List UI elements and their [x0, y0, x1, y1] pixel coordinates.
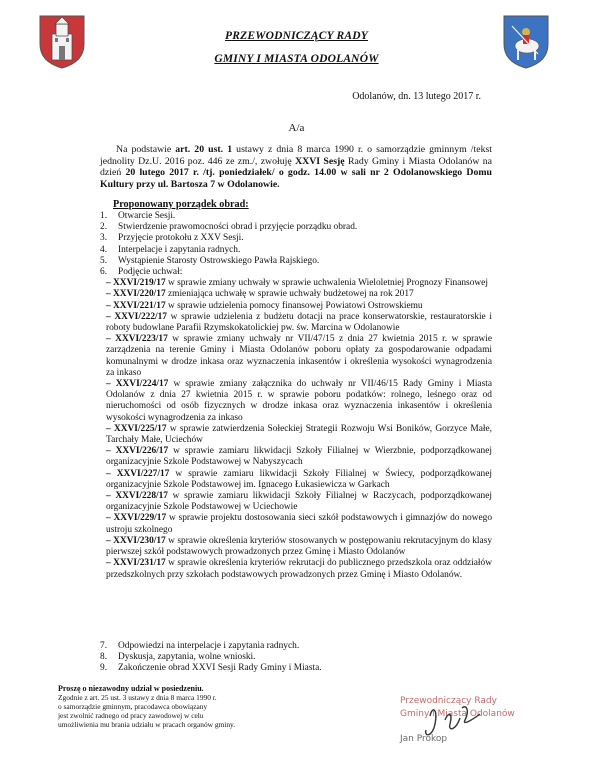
header-subtitle: GMINY I MIASTA ODOLANÓW — [214, 53, 379, 65]
resolution-item — [106, 424, 492, 446]
agenda-item-text: Przyjęcie protokołu z XXV Sesji. — [118, 233, 244, 244]
intro-text: Rady Gminy i Miasta Odolanów na dzień — [100, 155, 492, 179]
agenda-item — [100, 222, 492, 233]
attendance-note-line: jest zwolnić radnego od pracy zawodowej w celu — [58, 711, 204, 720]
resolution-dash: – — [106, 289, 114, 300]
resolution-dash: – — [106, 468, 117, 479]
stamp-name: Jan Prokop — [400, 734, 448, 744]
resolution-item — [106, 289, 492, 300]
document-date: Odolanów, dn. 13 lutego 2017 r. — [352, 91, 481, 102]
attendance-note-line: umożliwienia mu brania udziału w pracach organów gminy. — [58, 720, 236, 729]
resolution-number: XXVI/227/17 — [116, 468, 170, 479]
handwritten-signature — [390, 690, 540, 752]
agenda-item-number: 3. — [100, 233, 108, 244]
resolution-text: w sprawie zatwierdzenia Sołeckiej Strategii Rozwoju Wsi Boników, Gorzyce Małe, Tarchały Małe, Uciechów — [106, 423, 492, 446]
resolution-number: XXVI/223/17 — [115, 334, 168, 345]
resolution-item — [106, 312, 492, 334]
agenda-item — [100, 652, 492, 663]
resolution-number: XXVI/226/17 — [115, 446, 169, 457]
agenda-item-number: 9. — [100, 663, 108, 674]
agenda-item-text: Interpelacje i zapytania radnych. — [118, 244, 241, 255]
intro-text: ustawy z dnia 8 marca 1990 r. o samorządzie gminnym /tekst jednolity Dz.U. 2016 poz. 446 ze zm./, zwołuję — [100, 144, 493, 167]
agenda-item-text: Odpowiedzi na interpelacje i zapytania radnych. — [118, 641, 300, 651]
resolution-number: XXVI/231/17 — [113, 558, 166, 569]
header-title: PRZEWODNICZĄCY RADY — [225, 30, 368, 42]
stamp-line: Przewodniczący Rady — [400, 696, 497, 706]
resolution-dash: – — [106, 558, 114, 569]
intro-session-date-place: 20 lutego 2017 r. /tj. poniedziałek/ o godz. 14.00 w sali nr 2 Odolanowskiego Domu Kultury przy ul. Bartosza 7 w Odolanowie. — [100, 167, 492, 190]
resolution-text: w sprawie zamiaru likwidacji Szkoły Filialnej w Wierzbnie, podporządkowanej organizacyjnie Szkole Podstawowej w Nabyszycach — [106, 446, 492, 468]
agenda-item — [100, 267, 492, 278]
agenda-tail-list — [100, 641, 492, 675]
agenda-item-text: Zakończenie obrad XXVI Sesji Rady Gminy i Miasta. — [118, 663, 322, 674]
agenda-item-text: Dyskusja, zapytania, wolne wnioski. — [118, 652, 256, 663]
agenda-item — [100, 245, 492, 256]
resolution-text: w sprawie zamiaru likwidacji Szkoły Filialnej w Raczycach, podporządkowanej organizacyjnie Szkole Podstawowej w Uciechowie — [106, 491, 493, 513]
resolution-dash: – — [106, 491, 116, 502]
agenda-item-text: Podjęcie uchwał: — [118, 267, 183, 278]
resolution-number: XXVI/230/17 — [113, 535, 166, 546]
agenda-item-number: 1. — [100, 211, 108, 221]
resolution-dash: – — [106, 423, 114, 434]
resolution-dash: – — [106, 513, 114, 524]
resolution-text: w sprawie projektu dostosowania sieci szkół podstawowych i gimnazjów do nowego ustroju szkolnego — [106, 513, 493, 535]
resolution-number: XXVI/224/17 — [115, 379, 169, 390]
agenda-item-number: 7. — [100, 641, 108, 651]
attendance-note-line: Zgodnie z art. 25 ust. 3 ustawy z dnia 8 marca 1990 r. — [58, 693, 217, 702]
resolution-text: w sprawie zmiany uchwały nr VII/47/15 z dnia 27 kwietnia 2015 r. w sprawie zarządzenia na terenie Gminy i Miasta Odolanów poboru opłaty za gospodarowanie odpadami komunalnymi w drodze inkasa oraz wyznaczenia inkasentów i określenia wysokości wynagrodzenia za inkaso — [106, 334, 492, 378]
intro-session-number: XXVI Sesję — [295, 155, 345, 167]
agenda-title: Proponowany porządek obrad: — [113, 199, 249, 210]
resolution-number: XXVI/229/17 — [113, 513, 167, 524]
agenda-item-text: Wystąpienie Starosty Ostrowskiego Pawła Rajskiego. — [118, 255, 320, 266]
agenda-item-number: 8. — [100, 652, 108, 663]
resolution-text: w sprawie udzielenia pomocy finansowej Powiatowi Ostrowskiemu — [165, 300, 423, 311]
resolution-dash: – — [106, 379, 116, 390]
agenda-item — [100, 663, 492, 674]
resolution-number: XXVI/225/17 — [113, 423, 167, 434]
resolution-text: zmieniająca uchwałę w sprawie uchwały budżetowej na rok 2017 — [165, 289, 414, 300]
resolution-item — [106, 446, 492, 468]
resolution-item — [106, 536, 492, 558]
convocation-paragraph — [100, 144, 492, 190]
agenda-item — [100, 211, 492, 222]
agenda-list — [100, 211, 492, 581]
resolution-number: XXVI/228/17 — [115, 491, 168, 502]
agenda-item-text: Stwierdzenie prawomocności obrad i przyjęcie porządku obrad. — [118, 222, 358, 233]
resolution-item — [106, 278, 492, 289]
agenda-item — [100, 256, 492, 267]
resolution-dash: – — [106, 535, 114, 546]
attendance-note-line: o samorządzie gminnym, pracodawca obowiązany — [58, 702, 208, 711]
resolution-text: w sprawie określenia kryteriów rekrutacji do publicznego przedszkola oraz oddziałów przedszkolnych przy szkołach podstawowych prowadzonych przez Gminę i Miasto Odolanów. — [106, 558, 492, 580]
resolution-item — [106, 334, 492, 379]
intro-legal-basis: art. 20 ust. 1 — [175, 144, 233, 155]
resolution-text: w sprawie zamiaru likwidacji Szkoły Filialnej w Świecy, podporządkowanej organizacyjnie Szkole Podstawowej im. Ignacego Łukasiewicza w Garkach — [106, 468, 493, 490]
stamp-line: Gminy i Miasta Odolanów — [400, 709, 515, 719]
resolution-number: XXVI/219/17 — [113, 278, 166, 289]
resolution-text: w sprawie zmiany załącznika do uchwały nr VII/46/15 Rady Gminy i Miasta Odolanów z dnia 27 kwietnia 2015 r. w sprawie poboru podatków: rolnego, leśnego oraz od nieruchomości od osób fizycznych w drodze inkasa oraz wyznaczenia inkasentów i określenia wysokości wynagrodzenia za inkaso — [106, 379, 492, 423]
document-mark: A/a — [288, 122, 305, 134]
agenda-item — [100, 641, 492, 652]
agenda-item-number: 4. — [100, 244, 108, 255]
resolution-number: XXVI/220/17 — [113, 289, 166, 300]
intro-text: Na podstawie — [116, 144, 176, 155]
resolution-item — [106, 469, 492, 491]
resolution-item — [106, 491, 492, 513]
resolution-dash: – — [106, 446, 116, 457]
agenda-item — [100, 233, 492, 244]
resolution-text: w sprawie udzielenia z budżetu dotacji na prace konserwatorskie, restauratorskie i roboty budowlane Parafii Rzymskokatolickiej pw. św. Marcina w Odolanowie — [106, 311, 492, 334]
attendance-note — [58, 684, 298, 729]
resolution-item — [106, 513, 492, 535]
resolution-item — [106, 558, 492, 580]
agenda-item-number: 2. — [100, 222, 108, 233]
agenda-item-text: Otwarcie Sesji. — [118, 211, 176, 221]
resolution-dash: – — [106, 300, 114, 311]
resolution-dash: – — [106, 278, 114, 289]
resolution-dash: – — [106, 311, 115, 322]
agenda-item-number: 6. — [100, 267, 108, 278]
signature-stamp — [390, 690, 540, 752]
attendance-note-title: Proszę o niezawodny udział w posiedzeniu. — [58, 684, 204, 693]
resolution-item — [106, 301, 492, 312]
resolution-item — [106, 379, 492, 424]
agenda-item-number: 5. — [100, 255, 108, 266]
resolution-number: XXVI/222/17 — [114, 311, 167, 322]
resolution-text: w sprawie określenia kryteriów stosowanych w postępowaniu rekrutacyjnym do klasy pierwszej szkół podstawowych prowadzonych przez Gminę i Miasto Odolanów — [106, 535, 493, 558]
resolution-text: w sprawie zmiany uchwały w sprawie uchwalenia Wieloletniej Prognozy Finansowej — [165, 278, 488, 289]
resolution-number: XXVI/221/17 — [113, 300, 166, 311]
resolution-dash: – — [106, 334, 116, 345]
